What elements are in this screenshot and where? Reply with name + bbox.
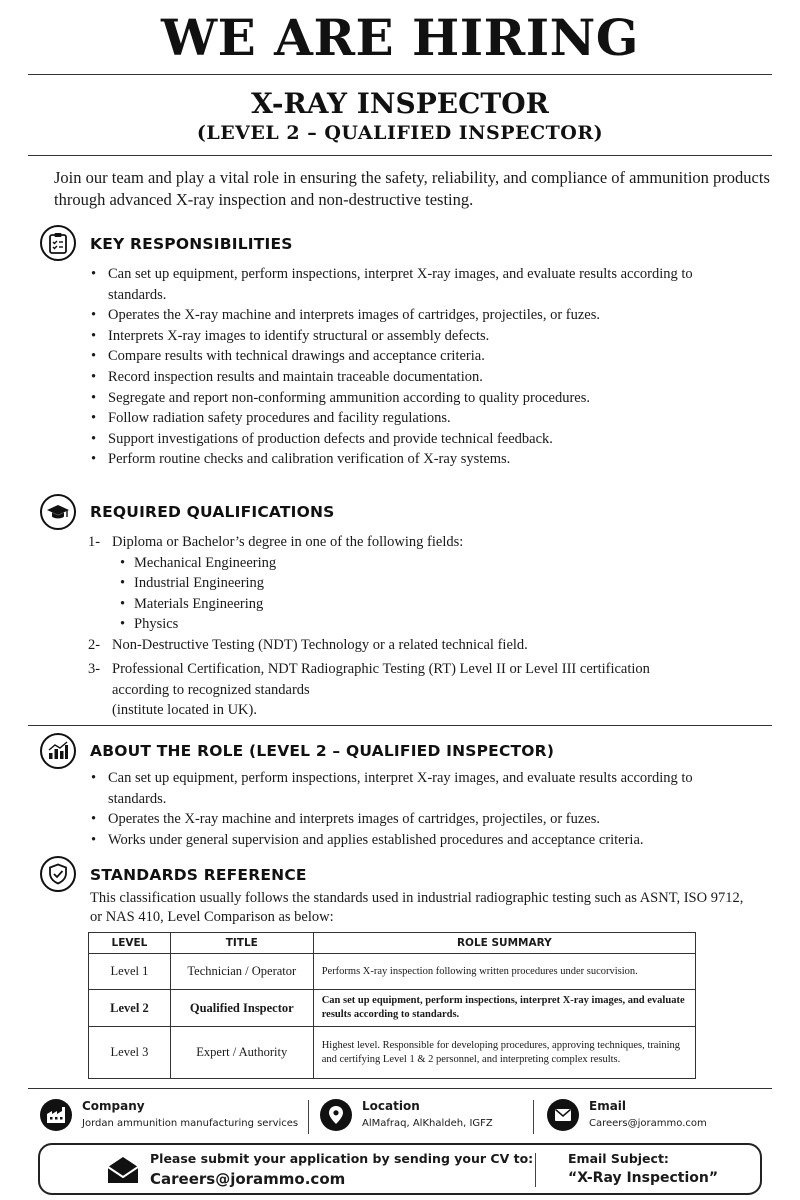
factory-icon bbox=[40, 1099, 72, 1131]
divider bbox=[28, 155, 772, 156]
table-header-row bbox=[89, 933, 696, 954]
fields-list bbox=[118, 553, 768, 635]
company-label: Company bbox=[82, 1099, 145, 1113]
divider bbox=[28, 725, 772, 726]
list-item: • Interprets X-ray images to identify structural or assembly defects. bbox=[88, 326, 738, 347]
clipboard-checklist-icon bbox=[40, 225, 76, 261]
qualification-text: Professional Certification, NDT Radiographic Testing (RT) Level II or Level III certification according to recognized standards bbox=[112, 661, 650, 698]
envelope-icon bbox=[106, 1155, 140, 1185]
list-item: • Segregate and report non-conforming ammunition according to quality procedures. bbox=[88, 388, 738, 409]
shield-check-icon bbox=[40, 856, 76, 892]
divider bbox=[28, 1088, 772, 1089]
intro-text: Join our team and play a vital role in ensuring the safety, reliability, and compliance of ammunition products through advanced X-ray inspection and non-destructive testing. bbox=[54, 168, 770, 209]
level-cell: Level 2 bbox=[89, 990, 171, 1027]
application-box bbox=[38, 1143, 762, 1195]
list-item: • Materials Engineering bbox=[118, 594, 768, 615]
job-title: X-RAY INSPECTOR bbox=[251, 87, 549, 120]
list-item: • Can set up equipment, perform inspections, interpret X-ray images, and evaluate results according to standards. bbox=[88, 264, 738, 305]
divider bbox=[533, 1100, 534, 1134]
table-row bbox=[89, 1027, 696, 1079]
divider bbox=[28, 74, 772, 75]
location-pin-icon bbox=[320, 1099, 352, 1131]
standards-heading: STANDARDS REFERENCE bbox=[90, 866, 307, 884]
list-item: • Perform routine checks and calibration verification of X-ray systems. bbox=[88, 449, 738, 470]
email-subject-label: Email Subject: bbox=[568, 1151, 669, 1166]
qualification-item bbox=[88, 635, 768, 656]
level-cell: Level 3 bbox=[89, 1027, 171, 1079]
email-value[interactable]: Careers@jorammo.com bbox=[589, 1118, 707, 1129]
summary-cell: Highest level. Responsible for developing procedures, approving techniques, training and certifying Level 1 & 2 personnel, and interpreting complex results. bbox=[313, 1027, 695, 1079]
column-header: ROLE SUMMARY bbox=[313, 933, 695, 954]
list-item: • Physics bbox=[118, 614, 768, 635]
list-item: • Compare results with technical drawings and acceptance criteria. bbox=[88, 346, 738, 367]
column-header: TITLE bbox=[170, 933, 313, 954]
qualification-text: Non-Destructive Testing (NDT) Technology or a related technical field. bbox=[112, 637, 528, 653]
title-cell: Expert / Authority bbox=[170, 1027, 313, 1079]
list-item: • Operates the X-ray machine and interprets images of cartridges, projectiles, or fuzes. bbox=[88, 305, 738, 326]
qualification-item bbox=[88, 659, 768, 721]
title-cell: Qualified Inspector bbox=[170, 990, 313, 1027]
list-item: • Support investigations of production defects and provide technical feedback. bbox=[88, 429, 738, 450]
table-row bbox=[89, 954, 696, 990]
list-item: • Mechanical Engineering bbox=[118, 553, 768, 574]
table-row bbox=[89, 990, 696, 1027]
about-heading: ABOUT THE ROLE (LEVEL 2 – QUALIFIED INSPECTOR) bbox=[90, 742, 555, 760]
envelope-icon bbox=[547, 1099, 579, 1131]
levels-table bbox=[88, 932, 696, 1079]
headline: WE ARE HIRING bbox=[160, 8, 639, 67]
about-list bbox=[88, 768, 738, 850]
qualification-text: Diploma or Bachelor’s degree in one of the following fields: bbox=[112, 534, 464, 550]
location-value: AlMafraq, AlKhaldeh, IGFZ bbox=[362, 1118, 493, 1129]
summary-cell: Can set up equipment, perform inspections, interpret X-ray images, and evaluate results according to standards. bbox=[313, 990, 695, 1027]
list-item: • Record inspection results and maintain traceable documentation. bbox=[88, 367, 738, 388]
location-label: Location bbox=[362, 1099, 420, 1113]
company-value: Jordan ammunition manufacturing services bbox=[82, 1118, 299, 1129]
bar-chart-icon bbox=[40, 733, 76, 769]
divider bbox=[308, 1100, 309, 1134]
graduation-cap-icon bbox=[40, 494, 76, 530]
list-item: • Industrial Engineering bbox=[118, 573, 768, 594]
email-subject-value: “X-Ray Inspection” bbox=[568, 1170, 719, 1186]
submit-instruction: Please submit your application by sending your CV to: bbox=[150, 1151, 534, 1166]
column-header: LEVEL bbox=[89, 933, 171, 954]
list-item: • Operates the X-ray machine and interprets images of cartridges, projectiles, or fuzes. bbox=[88, 809, 738, 830]
job-subtitle: (LEVEL 2 – QUALIFIED INSPECTOR) bbox=[196, 122, 604, 144]
qualifications-heading: REQUIRED QUALIFICATIONS bbox=[90, 503, 335, 521]
title-cell: Technician / Operator bbox=[170, 954, 313, 990]
level-cell: Level 1 bbox=[89, 954, 171, 990]
item-number: 1- bbox=[88, 534, 101, 550]
responsibilities-list bbox=[88, 264, 738, 470]
standards-text: This classification usually follows the standards used in industrial radiographic testing such as ASNT, ISO 9712, or NAS 410, Level Comparison as below: bbox=[90, 890, 744, 925]
list-item: • Works under general supervision and applies established procedures and acceptance criteria. bbox=[88, 830, 738, 851]
item-number: 2- bbox=[88, 637, 101, 653]
email-label: Email bbox=[589, 1099, 627, 1113]
summary-cell: Performs X-ray inspection following written procedures under sucorvision. bbox=[313, 954, 695, 990]
submit-email[interactable]: Careers@jorammo.com bbox=[150, 1170, 346, 1188]
list-item: • Can set up equipment, perform inspections, interpret X-ray images, and evaluate results according to standards. bbox=[88, 768, 738, 809]
item-number: 3- bbox=[88, 661, 101, 677]
qualification-item bbox=[88, 532, 768, 635]
divider bbox=[535, 1153, 536, 1187]
list-item: • Follow radiation safety procedures and facility regulations. bbox=[88, 408, 738, 429]
responsibilities-heading: KEY RESPONSIBILITIES bbox=[90, 235, 293, 253]
qualification-note: (institute located in UK). bbox=[112, 702, 257, 719]
